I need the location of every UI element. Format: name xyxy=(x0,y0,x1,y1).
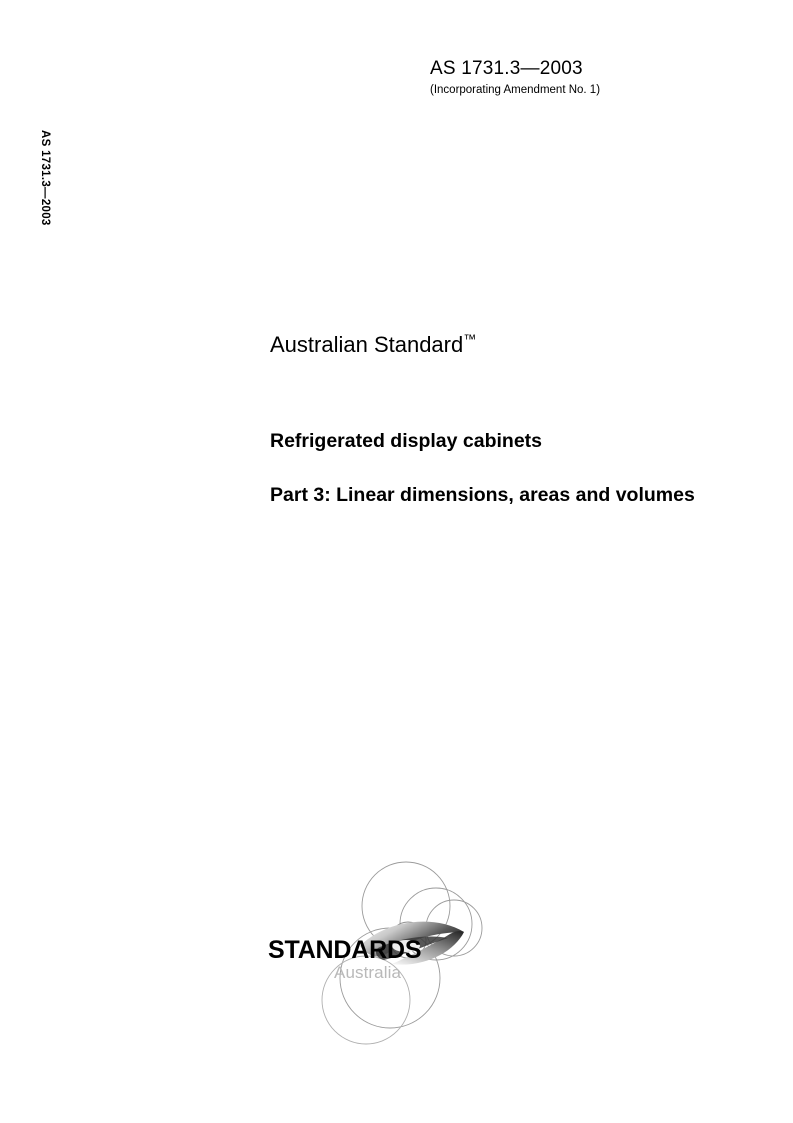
amendment-note: (Incorporating Amendment No. 1) xyxy=(430,84,601,96)
spine-label xyxy=(38,130,58,350)
standard-number: AS 1731.3—2003 xyxy=(430,58,583,79)
logo-wordmark: STANDARDS xyxy=(268,936,422,964)
series-label xyxy=(270,332,730,358)
trademark-icon: ™ xyxy=(463,331,477,347)
logo-subtext: Australia xyxy=(334,963,402,982)
standard-number-block xyxy=(430,58,750,96)
title-block xyxy=(270,332,730,508)
part-title: Part 3: Linear dimensions, areas and volumes xyxy=(270,483,695,506)
spine-label-text: AS 1731.3—2003 xyxy=(39,130,51,226)
series-label-text: Australian Standard xyxy=(270,332,464,357)
page-title: Refrigerated display cabinets xyxy=(270,430,543,453)
standards-australia-logo xyxy=(258,828,538,1068)
